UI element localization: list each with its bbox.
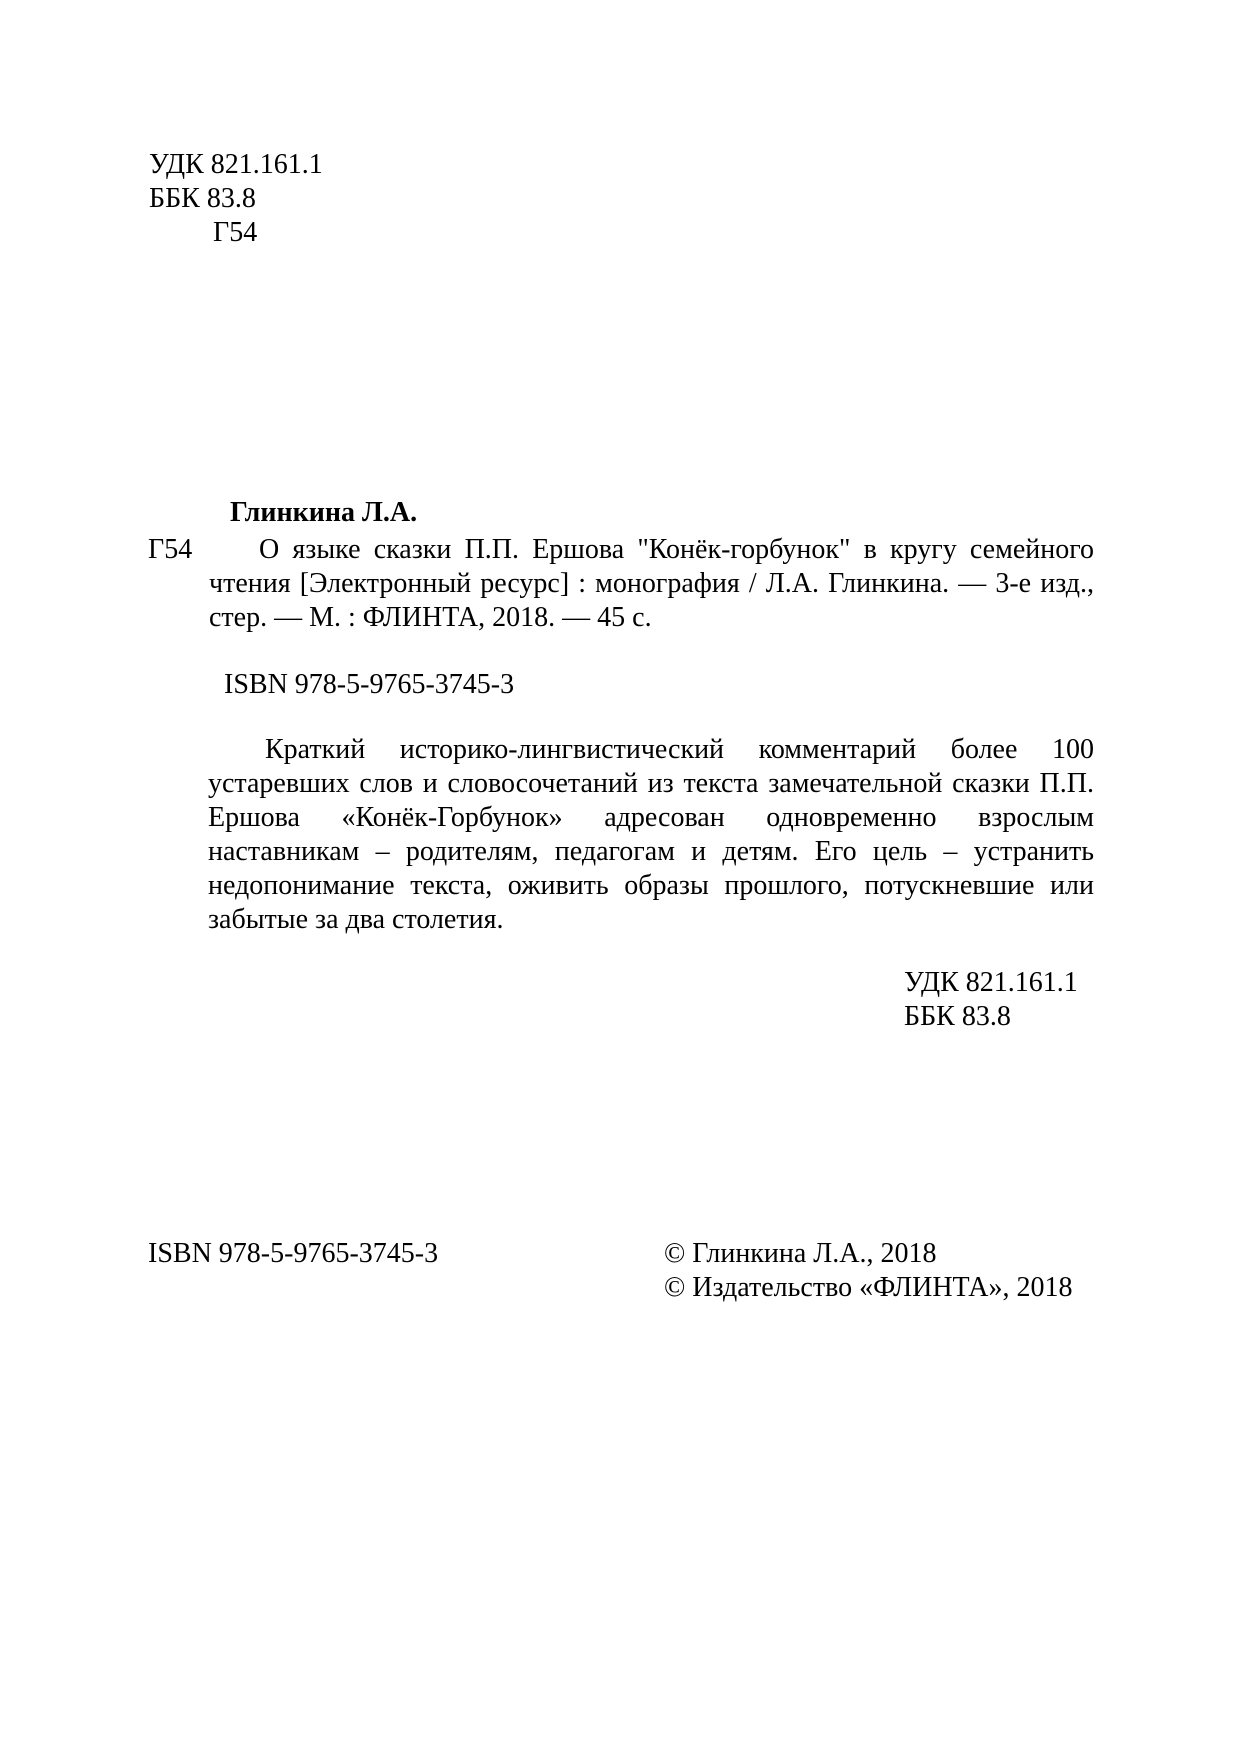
copyright-publisher: © Издательство «ФЛИНТА», 2018 (664, 1272, 1073, 1303)
copyright-block (664, 1237, 1072, 1305)
card-title-line: О языке сказки П.П. Ершова "Конёк-горбунок" в кругу семейного (259, 534, 1094, 565)
udk-code-bottom: УДК 821.161.1 (904, 967, 1078, 998)
classification-block-top (149, 148, 323, 250)
classification-block-bottom (904, 966, 1078, 1034)
udk-code: УДК 821.161.1 (149, 149, 323, 180)
annotation-paragraph: Краткий историко-лингвистический комментарий более 100 устаревших слов и словосочетаний из текста замечательной сказки П.П. Ершова «Конёк-Горбунок» адресован одновременно взрослым наставникам – родителям, педагогам и детям. Его цель – устранить недопонимание текста, оживить образы прошлого, потускневшие или забытые за два столетия. (208, 734, 1094, 935)
bbk-code: ББК 83.8 (149, 183, 256, 214)
author-sign: Г54 (213, 217, 258, 248)
footer-isbn: ISBN 978-5-9765-3745-3 (148, 1238, 439, 1269)
card-isbn: ISBN 978-5-9765-3745-3 (224, 669, 515, 700)
card-title-rest: чтения [Электронный ресурс] : монография / Л.А. Глинкина. — 3-е изд., стер. — М. : ФЛИНТА, 2018. — 45 с. (209, 568, 1094, 633)
card-description (209, 533, 1094, 635)
card-author-sign: Г54 (148, 534, 193, 565)
copyright-author: © Глинкина Л.А., 2018 (664, 1238, 937, 1269)
bbk-code-bottom: ББК 83.8 (904, 1001, 1011, 1032)
card-author: Глинкина Л.А. (230, 497, 418, 528)
